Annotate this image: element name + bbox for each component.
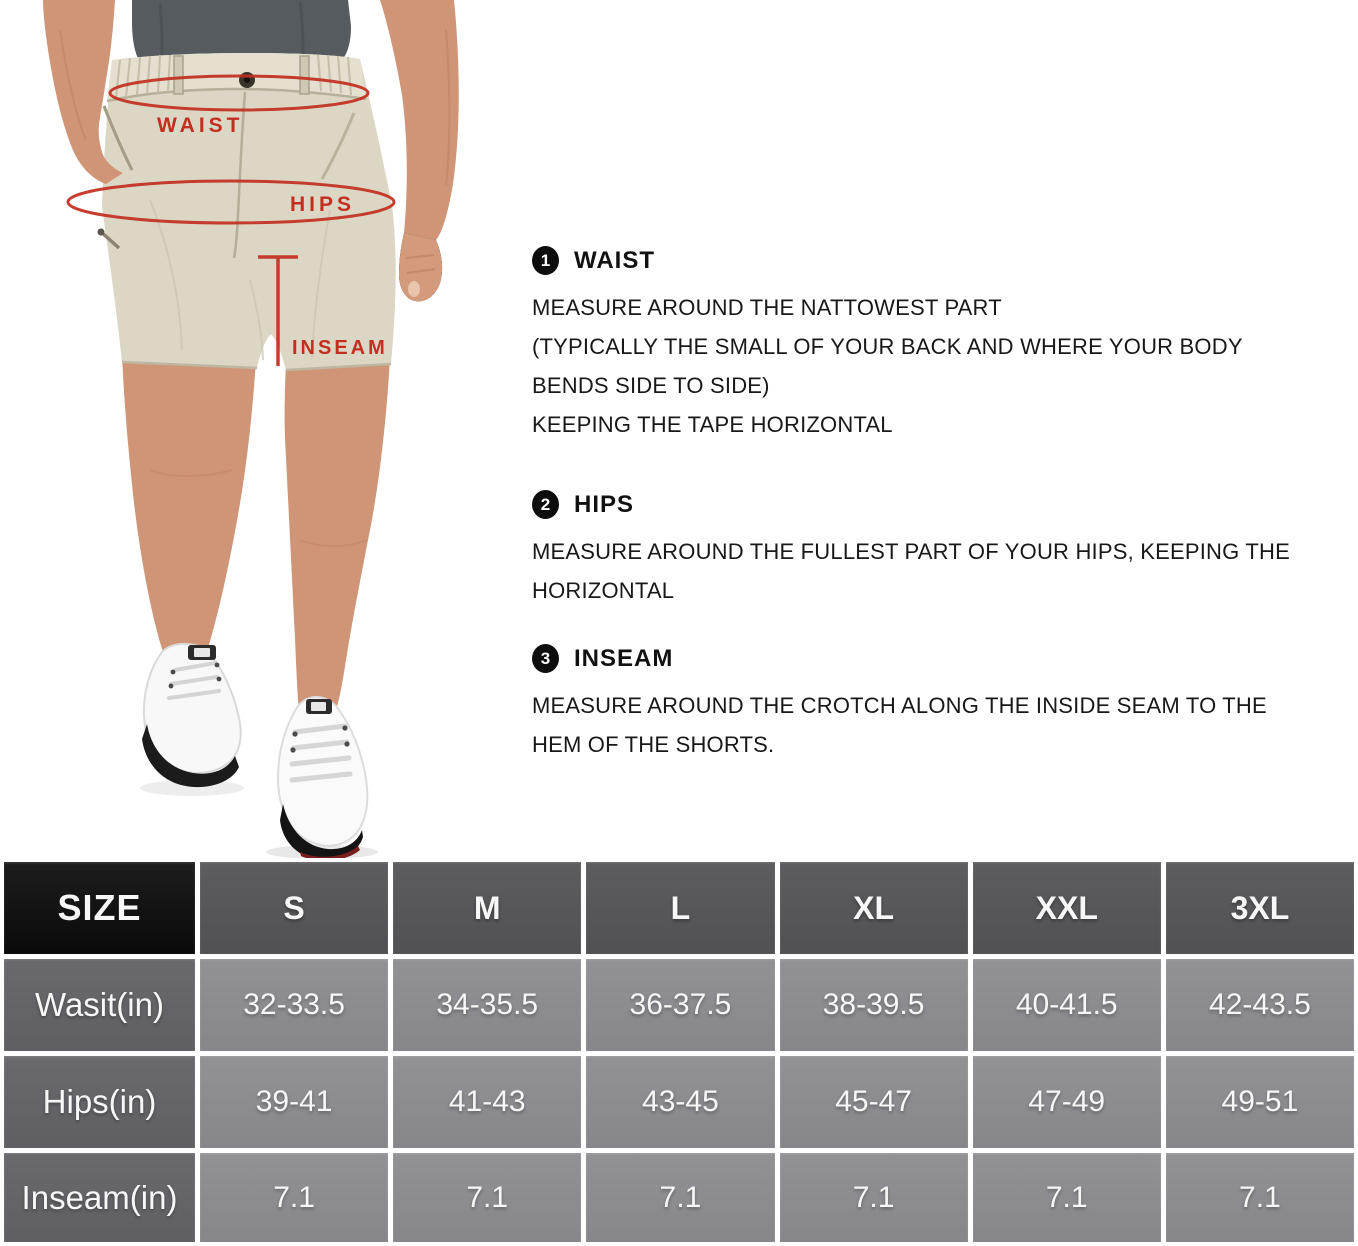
model-photo [0,0,520,858]
step-title: WAIST [574,246,655,274]
table-cell: 7.1 [586,1153,774,1242]
table-cell: 45-47 [780,1056,968,1148]
step-title: HIPS [574,490,635,518]
table-cell: 41-43 [393,1056,581,1148]
instruction-line: MEASURE AROUND THE FULLEST PART OF YOUR HIPS, KEEPING THE [532,539,1290,564]
instruction-step-waist [532,246,1350,444]
waist-annotation-label: WAIST [157,114,244,137]
step-number-badge: 2 [532,490,559,519]
size-table [0,858,1358,1246]
size-table-header-xl: XL [780,862,968,954]
table-cell: 36-37.5 [586,959,774,1051]
size-table-header-3xl: 3XL [1166,862,1354,954]
size-table-header-size: SIZE [4,862,195,954]
measurement-instructions [532,246,1350,810]
hips-annotation-label: HIPS [290,193,356,216]
size-table-row-label-hips: Hips(in) [4,1056,195,1148]
left-sneaker-graphic [142,644,241,787]
table-cell: 34-35.5 [393,959,581,1051]
table-cell: 7.1 [780,1153,968,1242]
instruction-line: MEASURE AROUND THE CROTCH ALONG THE INSIDE SEAM TO THE [532,693,1267,718]
table-cell: 7.1 [973,1153,1161,1242]
instruction-step-hips [532,490,1350,610]
size-table-header-l: L [586,862,774,954]
instruction-line: HORIZONTAL [532,578,675,603]
size-table-header-s: S [200,862,388,954]
table-cell: 39-41 [200,1056,388,1148]
instruction-line: HEM OF THE SHORTS. [532,732,775,757]
table-cell: 49-51 [1166,1056,1354,1148]
step-number-badge: 1 [532,246,559,275]
table-cell: 40-41.5 [973,959,1161,1051]
table-cell: 7.1 [1166,1153,1354,1242]
size-table-header-xxl: XXL [973,862,1161,954]
table-cell: 43-45 [586,1056,774,1148]
instruction-line: (TYPICALLY THE SMALL OF YOUR BACK AND WHERE YOUR BODY [532,334,1243,359]
table-cell: 42-43.5 [1166,959,1354,1051]
model-photo-illustration [0,0,520,858]
instruction-line: BENDS SIDE TO SIDE) [532,373,770,398]
step-number-badge: 3 [532,644,559,673]
table-cell: 7.1 [200,1153,388,1242]
instruction-line: KEEPING THE TAPE HORIZONTAL [532,412,893,437]
size-table-row-label-inseam: Inseam(in) [4,1153,195,1242]
size-table-header-m: M [393,862,581,954]
right-sneaker-graphic [278,697,367,858]
inseam-annotation-label: INSEAM [292,337,388,359]
table-cell: 38-39.5 [780,959,968,1051]
size-table-row-label-waist: Wasit(in) [4,959,195,1051]
instruction-step-inseam [532,644,1350,764]
table-cell: 32-33.5 [200,959,388,1051]
step-title: INSEAM [574,644,674,672]
table-cell: 7.1 [393,1153,581,1242]
instruction-line: MEASURE AROUND THE NATTOWEST PART [532,295,1002,320]
table-cell: 47-49 [973,1056,1161,1148]
